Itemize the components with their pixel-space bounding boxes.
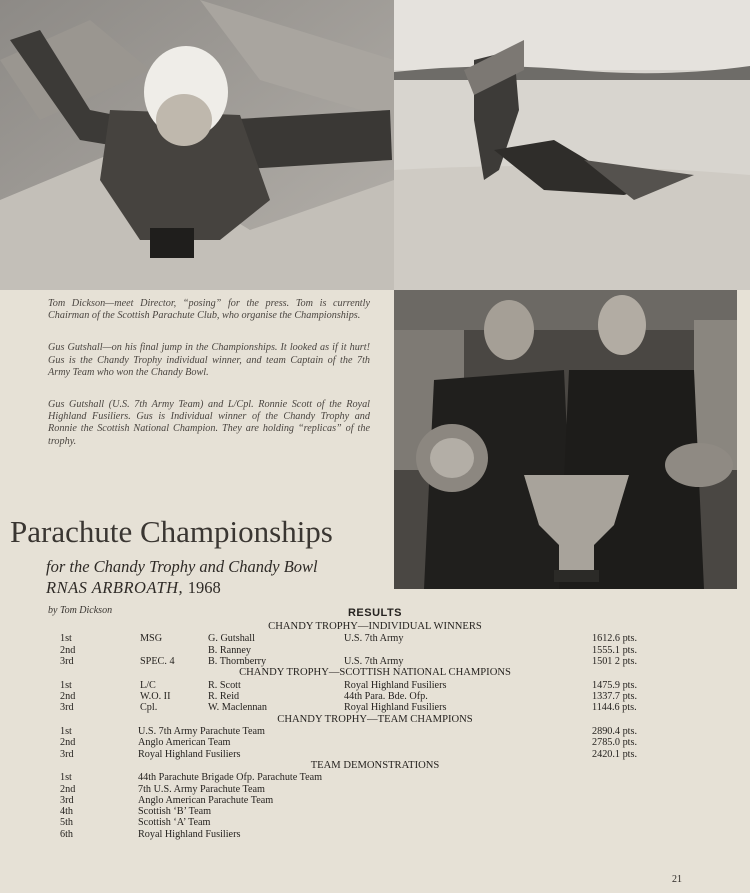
points: 1475.9 pts. <box>592 679 637 691</box>
result-row <box>0 633 750 644</box>
result-row <box>0 806 750 817</box>
team-name: Anglo American Parachute Team <box>138 794 274 806</box>
competitor-name: G. Gutshall <box>208 633 255 645</box>
points: 1555.1 pts. <box>592 644 637 656</box>
place: 3rd <box>60 655 74 667</box>
unit: U.S. 7th Army <box>344 655 404 667</box>
landing-photo <box>394 0 750 290</box>
place: 2nd <box>60 690 76 702</box>
result-row <box>0 784 750 795</box>
team-name: U.S. 7th Army Parachute Team <box>138 725 265 737</box>
result-row <box>0 772 750 783</box>
team-name: Anglo American Team <box>138 737 231 749</box>
place: 4th <box>60 806 74 818</box>
competitor-name: B. Ranney <box>208 644 252 656</box>
results-title: RESULTS <box>347 607 403 619</box>
trophy-photo <box>394 290 737 589</box>
place: 3rd <box>60 794 74 806</box>
result-row <box>0 645 750 656</box>
scottish-champions-heading: CHANDY TROPHY—SCOTTISH NATIONAL CHAMPIONS <box>239 667 511 679</box>
result-row <box>0 829 750 840</box>
results-section <box>0 606 750 840</box>
result-row <box>0 702 750 713</box>
place: 2nd <box>60 737 76 749</box>
team-name: Scottish ‘B’ Team <box>138 806 212 818</box>
competitor-name: R. Scott <box>208 679 241 691</box>
rank: W.O. II <box>140 690 171 702</box>
year-text: 1968 <box>187 578 221 597</box>
place: 5th <box>60 817 74 829</box>
photo-captions <box>48 298 370 468</box>
points: 2420.1 pts. <box>592 748 637 760</box>
place: 2nd <box>60 783 76 795</box>
place: 3rd <box>60 702 74 714</box>
caption-tom-dickson: Tom Dickson—meet Director, “posing” for the press. Tom is currently Chairman of the Scottish Parachute Club, who organise the Championships. <box>48 298 370 322</box>
rank: MSG <box>140 633 163 645</box>
result-row <box>0 656 750 667</box>
team-name: 44th Parachute Brigade Ofp. Parachute Team <box>138 772 323 784</box>
rank: SPEC. 4 <box>140 655 175 667</box>
competitor-name: R. Reid <box>208 690 240 702</box>
article-subtitle: for the Chandy Trophy and Chandy Bowl <box>46 557 318 576</box>
place: 1st <box>60 679 72 691</box>
competitor-name: B. Thornberry <box>208 655 267 667</box>
result-row <box>0 749 750 760</box>
skydiver-photo <box>0 0 394 290</box>
points: 2785.0 pts. <box>592 737 637 749</box>
points: 1337.7 pts. <box>592 690 637 702</box>
article-location <box>46 578 221 598</box>
place: 1st <box>60 633 72 645</box>
unit: Royal Highland Fusiliers <box>344 702 447 714</box>
place: 3rd <box>60 748 74 760</box>
place: 2nd <box>60 644 76 656</box>
result-row <box>0 691 750 702</box>
article-title: Parachute Championships <box>10 514 333 549</box>
place: 1st <box>60 725 72 737</box>
unit: U.S. 7th Army <box>344 633 404 645</box>
points: 1144.6 pts. <box>592 702 637 714</box>
team-name: 7th U.S. Army Parachute Team <box>138 783 265 795</box>
byline: by Tom Dickson <box>48 605 113 616</box>
result-row <box>0 737 750 748</box>
team-name: Scottish ‘A’ Team <box>138 817 211 829</box>
unit: Royal Highland Fusiliers <box>344 679 447 691</box>
points: 1612.6 pts. <box>592 633 637 645</box>
team-champions-heading: CHANDY TROPHY—TEAM CHAMPIONS <box>277 713 473 725</box>
team-name: Royal Highland Fusiliers <box>138 828 241 840</box>
result-row <box>0 726 750 737</box>
result-row <box>0 817 750 828</box>
team-name: Royal Highland Fusiliers <box>138 748 241 760</box>
caption-trophy-holders: Gus Gutshall (U.S. 7th Army Team) and L/Cpl. Ronnie Scott of the Royal Highland Fusiliers. Gus is Individual winner of the Chandy Trophy and Ronnie the Scottish National Champion. They are holding “replicas” of the trophy. <box>48 399 370 447</box>
competitor-name: W. Maclennan <box>208 702 268 714</box>
points: 2890.4 pts. <box>592 725 637 737</box>
caption-gus-gutshall-jump: Gus Gutshall—on his final jump in the Championships. It looked as if it hurt! Gus is the Chandy Trophy individual winner, and team Captain of the 7th Army Team who won the Chandy Bowl. <box>48 342 370 378</box>
unit: 44th Para. Bde. Ofp. <box>344 690 428 702</box>
team-demonstrations-heading: TEAM DEMONSTRATIONS <box>310 759 440 771</box>
page-number: 21 <box>672 874 682 885</box>
place: 1st <box>60 772 72 784</box>
rank: Cpl. <box>140 702 158 714</box>
location-text: RNAS ARBROATH, <box>46 578 184 597</box>
result-row <box>0 680 750 691</box>
individual-winners-heading: CHANDY TROPHY—INDIVIDUAL WINNERS <box>268 621 482 632</box>
result-row <box>0 795 750 806</box>
place: 6th <box>60 828 74 840</box>
rank: L/C <box>140 679 156 691</box>
points: 1501 2 pts. <box>592 655 637 667</box>
